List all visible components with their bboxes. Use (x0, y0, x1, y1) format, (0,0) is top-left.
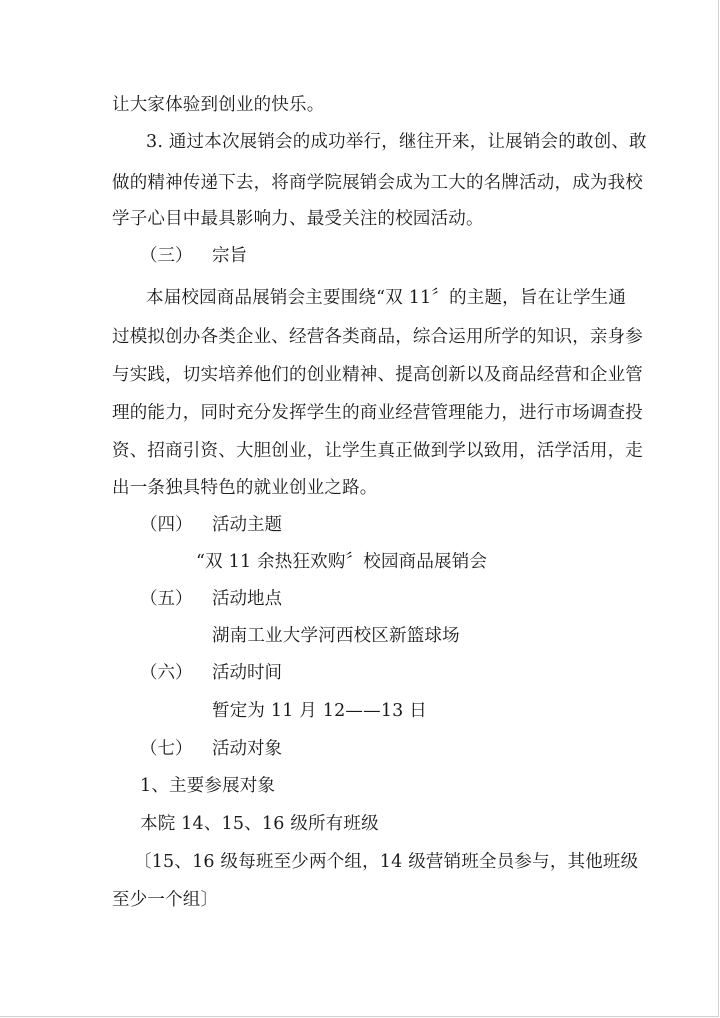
purpose-line-3: 与实践，切实培养他们的创业精神、提高创新以及商品经营和企业管 (112, 365, 643, 385)
item-3-line-3: 学子心目中最具影响力、最受关注的校园活动。 (112, 209, 484, 229)
section-6-content: 暂定为 11 月 12——13 日 (212, 701, 427, 721)
paragraph-line: 让大家体验到创业的快乐。 (112, 95, 325, 115)
targets-note-line-2: 至少一个组〕 (112, 890, 219, 910)
section-7-title: 活动对象 (212, 739, 282, 759)
section-7-number: （七） (140, 739, 193, 759)
section-6-title: 活动时间 (212, 663, 282, 683)
section-4-title: 活动主题 (212, 515, 282, 535)
item-3-line-1: 3. 通过本次展销会的成功举行，继往开来，让展销会的敢创、敢 (146, 132, 647, 152)
targets-classes: 本院 14、15、16 级所有班级 (140, 814, 379, 834)
section-5-content: 湖南工业大学河西校区新篮球场 (212, 626, 460, 646)
section-3-title: 宗旨 (212, 246, 247, 266)
section-4-number: （四） (140, 515, 193, 535)
purpose-line-6: 出一条独具特色的就业创业之路。 (112, 478, 378, 498)
section-6-number: （六） (140, 663, 193, 683)
purpose-line-4: 理的能力，同时充分发挥学生的商业经营管理能力，进行市场调查投 (112, 403, 643, 423)
section-5-number: （五） (140, 589, 193, 609)
purpose-line-2: 过模拟创办各类企业、经营各类商品，综合运用所学的知识，亲身参 (112, 327, 643, 347)
targets-heading: 1、主要参展对象 (140, 776, 276, 796)
section-4-content: “双 11 余热狂欢购〞校园商品展销会 (196, 552, 488, 572)
section-5-title: 活动地点 (212, 589, 282, 609)
item-3-line-2: 做的精神传递下去，将商学院展销会成为工大的名牌活动，成为我校 (112, 173, 643, 193)
purpose-line-5: 资、招商引资、大胆创业，让学生真正做到学以致用，活学活用，走 (112, 441, 643, 461)
section-3-number: （三） (140, 246, 193, 266)
purpose-line-1: 本届校园商品展销会主要围绕“双 11〞的主题，旨在让学生通 (146, 288, 627, 308)
targets-note-line-1: 〔15、16 级每班至少两个组，14 级营销班全员参与，其他班级 (134, 852, 639, 872)
